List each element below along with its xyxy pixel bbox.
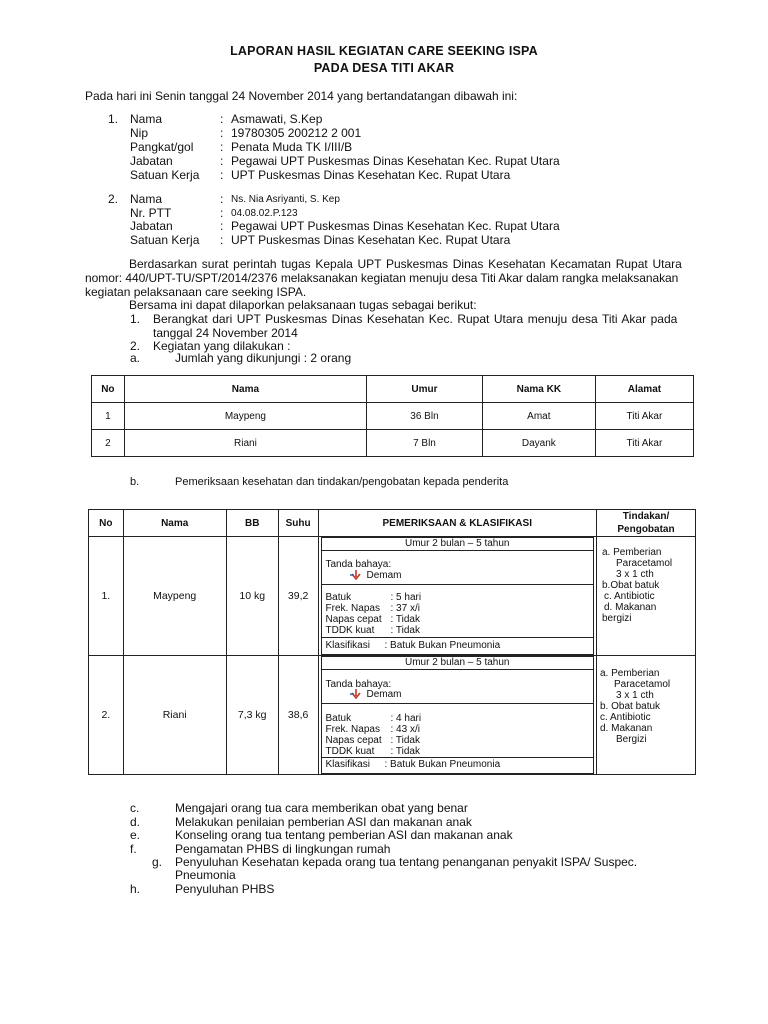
column-header-umur: Umur — [367, 376, 483, 403]
tindakan-line: b. Obat batuk — [600, 701, 661, 712]
table-row — [92, 430, 694, 457]
cell-bb: 7,3 kg — [226, 656, 278, 775]
klasifikasi-label: Klasifikasi — [325, 640, 370, 651]
cell-no: 1. — [89, 537, 124, 656]
column-header-no: No — [92, 376, 125, 403]
person1-value-jabatan: Pegawai UPT Puskesmas Dinas Kesehatan Kec. Rupat Utara — [231, 154, 560, 168]
cell-nama: Riani — [123, 656, 226, 775]
person2-label-nama: Nama — [130, 192, 163, 206]
colon: : — [220, 192, 224, 206]
list-item-letter: h. — [130, 882, 141, 896]
person1-label-satuan: Satuan Kerja — [130, 168, 200, 182]
person1-label-nip: Nip — [130, 126, 149, 140]
tddk-label: TDDK kuat — [325, 625, 375, 636]
tindakan-line: c. Antibiotic — [604, 591, 655, 602]
person2-number: 2. — [108, 192, 119, 206]
column-header-nama-kk: Nama KK — [482, 376, 595, 403]
paragraph-line3: kegiatan pelaksanaan care seeking ISPA. — [85, 285, 307, 299]
paragraph-line2: nomor: 440/UPT-TU/SPT/2014/2376 melaksanakan kegiatan menuju desa Titi Akar dalam rangka melaksanakan — [85, 271, 679, 285]
paragraph-line1: Berdasarkan surat perintah tugas Kepala UPT Puskesmas Dinas Kesehatan Kecamatan Rupat Utara — [129, 257, 682, 271]
column-header-tindakan: Tindakan/ Pengobatan — [597, 510, 696, 537]
person2-value-ptt: 04.08.02.P.123 — [231, 208, 298, 219]
frek-napas-value: : 43 x/i — [390, 724, 420, 735]
cell-suhu: 39,2 — [278, 537, 318, 656]
umur-range: Umur 2 bulan – 5 tahun — [404, 657, 510, 668]
tddk-value: : Tidak — [390, 746, 420, 757]
colon: : — [220, 140, 224, 154]
tddk-label: TDDK kuat — [325, 746, 375, 757]
cell-nama: Riani — [124, 430, 366, 457]
column-header-alamat: Alamat — [595, 376, 693, 403]
napas-cepat-label: Napas cepat — [325, 735, 382, 746]
colon: : — [220, 112, 224, 126]
cell-suhu: 38,6 — [278, 656, 318, 775]
colon: : — [220, 154, 224, 168]
umur-range: Umur 2 bulan – 5 tahun — [404, 538, 510, 549]
demam-item: Demam — [349, 570, 402, 581]
batuk-value: : 4 hari — [390, 713, 422, 724]
list-item-letter: c. — [130, 801, 140, 815]
table-header-row — [92, 376, 694, 403]
cell-tindakan — [597, 656, 696, 775]
column-header-nama: Nama — [123, 510, 226, 537]
cell-no: 2 — [92, 430, 125, 457]
item1-line1: Berangkat dari UPT Puskesmas Dinas Kesehatan Kec. Rupat Utara menuju desa Titi Akar pada — [153, 312, 678, 326]
cell-umur: 36 Bln — [367, 403, 483, 430]
batuk-label: Batuk — [325, 713, 352, 724]
danger-signs-label: Tanda bahaya: — [325, 679, 392, 690]
cell-umur: 7 Bln — [367, 430, 483, 457]
cell-alamat: Titi Akar — [595, 403, 693, 430]
colon: : — [220, 219, 224, 233]
item2-number: 2. — [130, 339, 141, 353]
person2-label-satuan: Satuan Kerja — [130, 233, 200, 247]
list-item-letter: f. — [130, 842, 137, 856]
report-title-line1: LAPORAN HASIL KEGIATAN CARE SEEKING ISPA — [230, 44, 538, 58]
visit-table — [91, 375, 694, 457]
colon: : — [220, 126, 224, 140]
cell-nama: Maypeng — [123, 537, 226, 656]
demam-item: Demam — [349, 689, 402, 700]
tddk-value: : Tidak — [390, 625, 420, 636]
list-item-continued: Pneumonia — [175, 868, 236, 882]
cell-nama-kk: Dayank — [482, 430, 595, 457]
tindakan-line: 3 x 1 cth — [616, 569, 654, 580]
item-a-letter: a. — [130, 351, 141, 365]
napas-cepat-label: Napas cepat — [325, 614, 382, 625]
item-b-letter: b. — [130, 476, 140, 488]
tindakan-line: 3 x 1 cth — [616, 690, 654, 701]
danger-signs-label: Tanda bahaya: — [325, 559, 392, 570]
arrow-down-icon — [349, 570, 363, 580]
cell-pemeriksaan — [318, 537, 597, 656]
list-item-letter: e. — [130, 828, 141, 842]
tindakan-line: c. Antibiotic — [600, 712, 651, 723]
list-item: Melakukan penilaian pemberian ASI dan makanan anak — [175, 815, 472, 829]
person2-value-satuan: UPT Puskesmas Dinas Kesehatan Kec. Rupat Utara — [231, 233, 511, 247]
person2-value-jabatan: Pegawai UPT Puskesmas Dinas Kesehatan Kec. Rupat Utara — [231, 219, 560, 233]
frek-napas-value: : 37 x/i — [390, 603, 420, 614]
item1-line2: tanggal 24 November 2014 — [153, 326, 298, 340]
list-item-letter: g. — [152, 855, 163, 869]
tindakan-line: a. Pemberian — [600, 668, 660, 679]
paragraph-report: Bersama ini dapat dilaporkan pelaksanaan tugas sebagai berikut: — [129, 298, 477, 312]
colon: : — [220, 233, 224, 247]
list-item: Penyuluhan PHBS — [175, 882, 275, 896]
person1-label-jabatan: Jabatan — [130, 154, 173, 168]
tindakan-line: bergizi — [602, 613, 632, 624]
napas-cepat-value: : Tidak — [390, 735, 420, 746]
person1-value-nama: Asmawati, S.Kep — [231, 112, 323, 126]
list-item: Mengajari orang tua cara memberikan obat yang benar — [175, 801, 468, 815]
cell-bb: 10 kg — [226, 537, 278, 656]
person2-label-jabatan: Jabatan — [130, 219, 173, 233]
list-item: Pengamatan PHBS di lingkungan rumah — [175, 842, 391, 856]
tindakan-line: d. Makanan — [600, 723, 653, 734]
klasifikasi-value: : Batuk Bukan Pneumonia — [384, 640, 501, 651]
tindakan-line: a. Pemberian — [602, 547, 662, 558]
cell-alamat: Titi Akar — [595, 430, 693, 457]
column-header-no: No — [89, 510, 124, 537]
napas-cepat-value: : Tidak — [390, 614, 420, 625]
report-title-line2: PADA DESA TITI AKAR — [313, 61, 455, 75]
frek-napas-label: Frek. Napas — [325, 603, 380, 614]
tindakan-line: Paracetamol — [616, 558, 673, 569]
list-item: Penyuluhan Kesehatan kepada orang tua tentang penanganan penyakit ISPA/ Suspec. — [175, 855, 638, 869]
person1-value-nip: 19780305 200212 2 001 — [231, 126, 362, 140]
arrow-down-icon — [349, 689, 363, 699]
item1-number: 1. — [130, 312, 141, 326]
column-header-bb: BB — [226, 510, 278, 537]
klasifikasi-value: : Batuk Bukan Pneumonia — [384, 759, 501, 770]
person2-value-nama: Ns. Nia Asriyanti, S. Kep — [231, 194, 340, 205]
cell-tindakan — [597, 537, 696, 656]
colon: : — [220, 206, 224, 220]
tindakan-line: Bergizi — [616, 734, 647, 745]
batuk-label: Batuk — [325, 592, 352, 603]
table-row — [92, 403, 694, 430]
cell-no: 1 — [92, 403, 125, 430]
cell-pemeriksaan — [318, 656, 597, 775]
klasifikasi-label: Klasifikasi — [325, 759, 370, 770]
item-a-text: Jumlah yang dikunjungi : 2 orang — [175, 351, 352, 365]
batuk-value: : 5 hari — [390, 592, 422, 603]
colon: : — [220, 168, 224, 182]
tindakan-line: d. Makanan — [604, 602, 657, 613]
table-header-row — [89, 510, 696, 537]
person1-number: 1. — [108, 112, 119, 126]
intro-text: Pada hari ini Senin tanggal 24 November 2014 yang bertandatangan dibawah ini: — [85, 89, 518, 103]
tindakan-line: b.Obat batuk — [602, 580, 660, 591]
table-row — [89, 656, 696, 775]
list-item-letter: d. — [130, 815, 141, 829]
item-b-text: Pemeriksaan kesehatan dan tindakan/pengobatan kepada penderita — [175, 476, 509, 488]
person1-label-pangkat: Pangkat/gol — [130, 140, 194, 154]
cell-no: 2. — [89, 656, 124, 775]
cell-nama: Maypeng — [124, 403, 366, 430]
person1-value-pangkat: Penata Muda TK I/III/B — [231, 140, 353, 154]
frek-napas-label: Frek. Napas — [325, 724, 380, 735]
tindakan-line: Paracetamol — [614, 679, 671, 690]
item2-text: Kegiatan yang dilakukan : — [153, 339, 291, 353]
person2-label-ptt: Nr. PTT — [130, 206, 172, 220]
person1-label-nama: Nama — [130, 112, 163, 126]
table-row — [89, 537, 696, 656]
examination-table — [88, 509, 696, 775]
person1-value-satuan: UPT Puskesmas Dinas Kesehatan Kec. Rupat Utara — [231, 168, 511, 182]
cell-nama-kk: Amat — [482, 403, 595, 430]
list-item: Konseling orang tua tentang pemberian ASI dan makanan anak — [175, 828, 513, 842]
column-header-pemeriksaan: PEMERIKSAAN & KLASIFIKASI — [318, 510, 597, 537]
column-header-nama: Nama — [124, 376, 366, 403]
column-header-suhu: Suhu — [278, 510, 318, 537]
